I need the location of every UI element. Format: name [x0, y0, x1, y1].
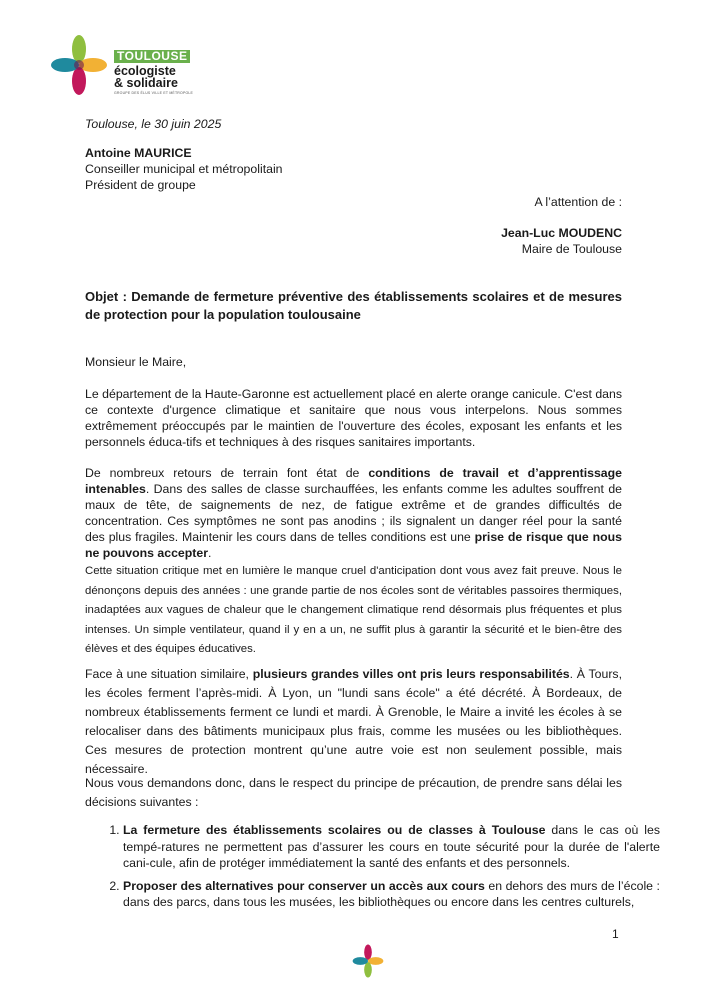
brand-line1: TOULOUSE: [114, 50, 190, 63]
brand-line3: & solidaire: [114, 76, 178, 90]
salutation: Monsieur le Maire,: [85, 355, 187, 369]
logo: [48, 34, 198, 96]
p2-emphasis-1: conditions de travail et d’apprentissage intenables: [85, 466, 622, 496]
recipient-title: Maire de Toulouse: [521, 242, 622, 256]
brand-tagline: GROUPE DES ÉLUS VILLE ET MÉTROPOLE: [114, 91, 194, 95]
paragraph-5: Nous vous demandons donc, dans le respect du principe de précaution, de prendre sans délai les décisions suivantes :: [85, 776, 622, 809]
paragraph-3: Cette situation critique met en lumière le manque cruel d'anticipation dont vous avez fait preuve. Nous le dénonçons depuis des années : une grande partie de nos écoles sont de véritables passoires thermiques, inadaptées aux vagues de chaleur que le changement climatique rend désormais plus fréquentes et plus intenses. Un simple ventilateur, quand il y en a un, ne suffit plus à garantir la sécurité et le bien-être des élèves et des équipes éducatives.: [85, 565, 622, 655]
sender-title-1: Conseiller municipal et métropolitain: [85, 162, 283, 176]
footer-flower-icon: [351, 944, 385, 978]
letter-date: Toulouse, le 30 juin 2025: [85, 117, 222, 131]
p2-emphasis-2: prise de risque que nous ne pouvons accepter: [85, 530, 622, 560]
flower-logo-icon: [48, 34, 110, 96]
list-item: 1. La fermeture des établissements scolaires ou de classes à Toulouse dans le cas où les tempé-ratures ne permettent pas d’assurer les cours en toute sécurité pour la durée de l'alerte cani-cule, afin de protéger immédiatement la santé des enfants et des personnels.: [123, 822, 660, 872]
paragraph-4: Face à une situation similaire, plusieurs grandes villes ont pris leurs responsabilités. À Tours, les écoles ferment l’après-midi. À Lyon, un "lundi sans école" a été décrété. À Bordeaux, de nombreux établissements ferment ce lundi et mardi. À Grenoble, le Maire a invité les écoles à se relocaliser dans des bâtiments municipaux plus frais, comme les musées ou les bibliothèques. Ces mesures de protection montrent qu’une autre voie est non seulement possible, mais nécessaire.: [85, 667, 622, 776]
sender-name: Antoine MAURICE: [85, 146, 192, 160]
brand-line2: écologiste: [114, 64, 176, 78]
letter-subject: Objet : Demande de fermeture préventive des établissements scolaires et de mesures de protection pour la population toulousaine: [85, 289, 622, 322]
page-number: 1: [612, 927, 619, 941]
paragraph-1: Le département de la Haute-Garonne est actuellement placé en alerte orange canicule. C'est dans ce contexte d'urgence climatique et sanitaire que nous vous interpelons. Nous sommes extrêmement préoccupés par le maintien de l'ouverture des écoles, exposant les enfants et les personnels éduca-tifs et techniques à des risques sanitaires importants.: [85, 387, 622, 449]
decisions-list: [85, 822, 660, 917]
recipient-block: [501, 194, 622, 257]
attention-line: A l’attention de :: [534, 195, 622, 209]
p4-emphasis: plusieurs grandes villes ont pris leurs responsabilités: [252, 667, 570, 681]
list-item: 2. Proposer des alternatives pour conserver un accès aux cours en dehors des murs de l’école : dans des parcs, dans tous les musées, les bibliothèques ou encore dans les centres culturels,: [123, 878, 660, 911]
recipient-name: Jean-Luc MOUDENC: [501, 226, 622, 240]
sender-block: [85, 145, 283, 193]
brand-text: [114, 47, 193, 96]
paragraph-2: De nombreux retours de terrain font état de conditions de travail et d’apprentissage intenables. Dans des salles de classe surchauffées, les enfants comme les adultes souffrent de maux de tête, de saignements de nez, de fatigue extrême et de grandes difficultés de concentration. Ces symptômes ne sont pas anodins ; ils signalent un danger réel pour la santé des plus fragiles. Maintenir les cours dans de telles conditions est une prise de risque que nous ne pouvons accepter.: [85, 466, 622, 560]
sender-title-2: Président de groupe: [85, 178, 196, 192]
